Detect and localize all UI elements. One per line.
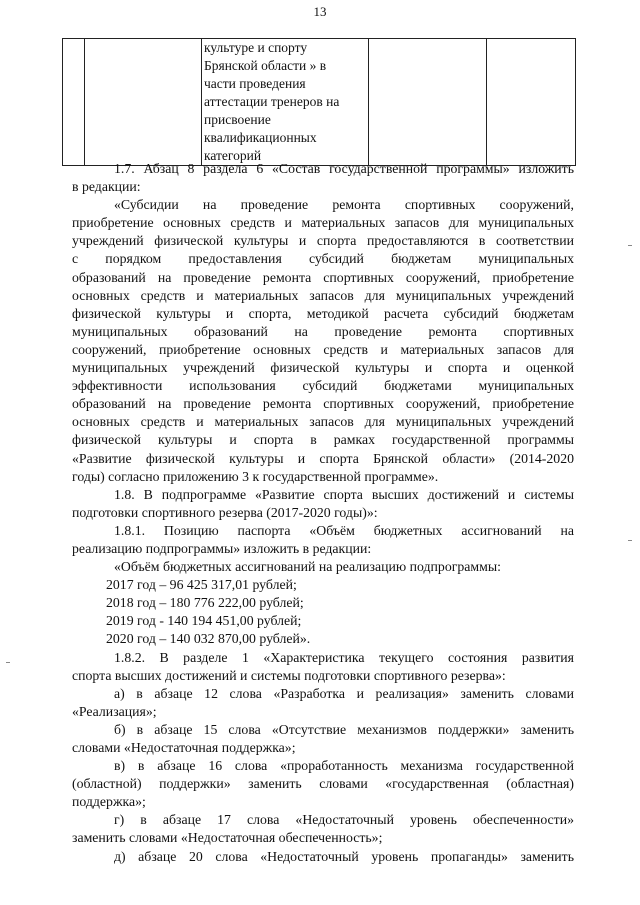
paragraph-line: реализацию подпрограммы» изложить в редакции: xyxy=(72,540,372,556)
paragraph-line: 2017 год – 96 425 317,01 рублей; xyxy=(106,577,297,593)
paragraph-line: муниципальных образований на проведение ремонта спортивных xyxy=(72,323,574,339)
paragraph-line: приобретение основных средств и материальных запасов для муниципальных xyxy=(72,215,574,231)
scan-mark xyxy=(6,662,10,663)
paragraph-line: основных средств и материальных запасов для муниципальных учреждений xyxy=(72,414,574,430)
paragraph-line: 1.7. Абзац 8 раздела 6 «Состав государственной программы» изложить xyxy=(114,161,574,176)
scan-mark xyxy=(628,540,632,541)
cell-text-line: части проведения xyxy=(204,76,306,91)
paragraph-line: «Развитие физической культуры и спорта Брянской области» (2014-2020 xyxy=(72,450,574,466)
cell-text-line: категорий xyxy=(204,148,262,163)
paragraph-line: физической культуры и спорта, методикой расчета субсидий бюджетам xyxy=(72,305,574,321)
paragraph-line: г) в абзаце 17 слова «Недостаточный уровень обеспеченности» xyxy=(114,812,574,828)
paragraph-line: «Субсидии на проведение ремонта спортивных сооружений, xyxy=(114,197,574,213)
table-row xyxy=(63,39,576,166)
paragraph-line: 2019 год - 140 194 451,00 рублей; xyxy=(106,613,302,629)
page-number: 13 xyxy=(313,4,327,19)
paragraph-line: муниципальных учреждений физической культуры и спорта и оценкой xyxy=(72,360,574,376)
paragraph-line: сооружений, приобретение основных средств и материальных запасов для xyxy=(72,341,574,357)
paragraph-line: учреждений физической культуры и спорта предоставляются в соответствии xyxy=(72,233,574,249)
paragraph-line: заменить словами «Недостаточная обеспеченность»; xyxy=(72,830,383,846)
scan-mark xyxy=(628,245,632,246)
paragraph-line: спорта высших достижений и системы подготовки спортивного резерва»: xyxy=(72,667,506,683)
paragraph-line: 2018 год – 180 776 222,00 рублей; xyxy=(106,595,304,611)
paragraph-line: «Объём бюджетных ассигнований на реализацию подпрограммы: xyxy=(114,559,501,575)
cell-text-line: культуре и спорту xyxy=(204,40,308,55)
table-cell-empty xyxy=(369,39,487,166)
paragraph-line: 1.8.2. В разделе 1 «Характеристика текущего состояния развития xyxy=(114,649,574,665)
table-cell-empty xyxy=(85,39,202,166)
document-body xyxy=(72,160,574,866)
paragraph-line: поддержка»; xyxy=(72,794,146,810)
paragraph-line: образований на проведение ремонта спортивных сооружений, приобретение xyxy=(72,396,574,412)
paragraph-line: а) в абзаце 12 слова «Разработка и реализация» заменить словами xyxy=(114,685,574,701)
paragraph-line: (областной) поддержки» заменить словами «государственная (областная) xyxy=(72,776,574,792)
paragraph-line: годы) согласно приложению 3 к государственной программе». xyxy=(72,468,439,484)
paragraph-line: словами «Недостаточная поддержка»; xyxy=(72,740,296,755)
paragraph-line: эффективности использования субсидий бюджетами муниципальных xyxy=(72,378,574,394)
table-cell-empty xyxy=(487,39,576,166)
paragraph-line: основных средств и материальных запасов для муниципальных учреждений xyxy=(72,287,574,303)
paragraph-line: подготовки спортивного резерва (2017-2020 годы)»: xyxy=(72,504,378,520)
paragraph-line: д) абзаце 20 слова «Недостаточный уровень пропаганды» заменить xyxy=(114,848,574,864)
cell-text-line: Брянской области » в xyxy=(204,58,327,73)
paragraph-line: с порядком предоставления субсидий бюджетам муниципальных xyxy=(72,251,574,267)
cell-text-line: аттестации тренеров на xyxy=(204,94,340,109)
paragraph-line: «Реализация»; xyxy=(72,703,157,719)
paragraph-line: в) в абзаце 16 слова «проработанность механизма государственной xyxy=(114,758,574,774)
paragraph-line: 1.8.1. Позицию паспорта «Объём бюджетных ассигнований на xyxy=(114,522,574,538)
cell-text-line: квалификационных xyxy=(204,130,317,145)
paragraph-line: 2020 год – 140 032 870,00 рублей». xyxy=(106,631,311,647)
cell-text-line: присвоение xyxy=(204,112,271,127)
paragraph-line: образований на проведение ремонта спортивных сооружений, приобретение xyxy=(72,269,574,285)
paragraph-line: в редакции: xyxy=(72,179,141,195)
table-fragment xyxy=(62,38,576,166)
table-cell-description xyxy=(202,39,369,166)
paragraph-line: физической культуры и спорта в рамках государственной программы xyxy=(72,432,574,448)
paragraph-line: б) в абзаце 15 слова «Отсутствие механизмов поддержки» заменить xyxy=(114,721,574,737)
paragraph-line: 1.8. В подпрограмме «Развитие спорта высших достижений и системы xyxy=(114,486,574,502)
table-cell-number xyxy=(63,39,85,166)
